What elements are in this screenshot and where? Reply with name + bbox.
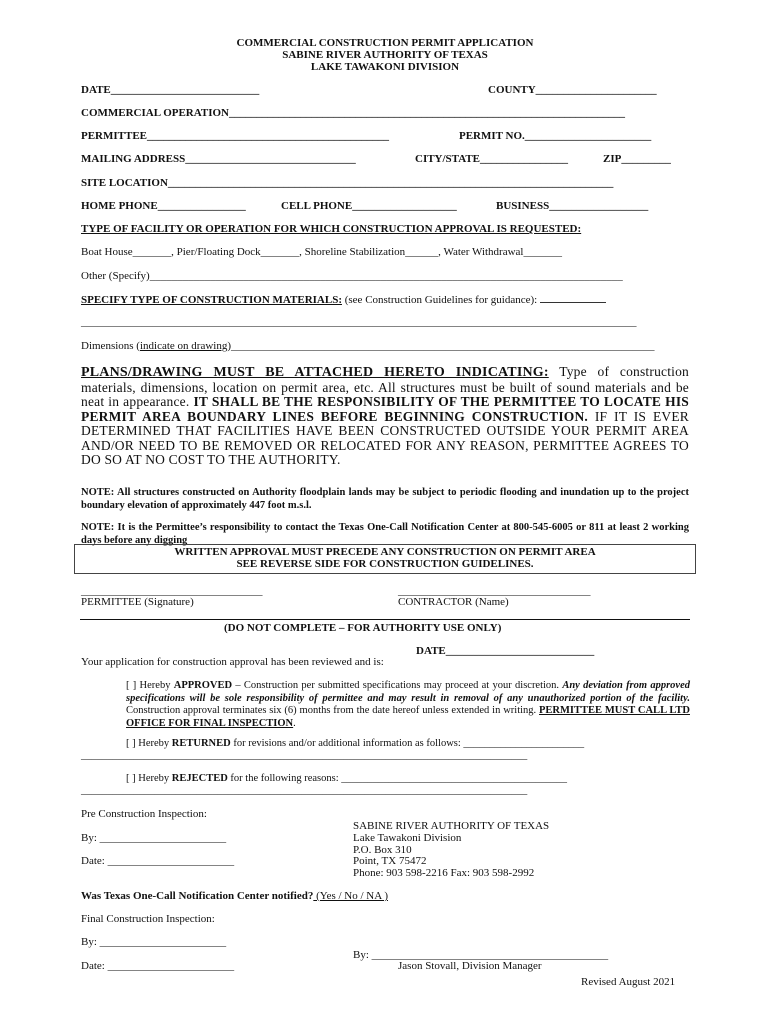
plans-heading: PLANS/DRAWING MUST BE ATTACHED HERETO INDICATING: (81, 365, 549, 380)
cell-phone-field[interactable]: CELL PHONE___________________ (281, 200, 457, 212)
approved-end: . (293, 717, 296, 729)
address-org: SABINE RIVER AUTHORITY OF TEXAS (353, 820, 550, 832)
returned-reasons-field[interactable]: for revisions and/or additional information as follows: _______________________ (230, 738, 585, 749)
note-floodplain: NOTE: All structures constructed on Authority floodplain lands may be subject to periodic flooding and inundation up to the project boundary elevation of approximately 447 foot m.s.l. (81, 487, 689, 511)
contractor-name-label: CONTRACTOR (Name) (398, 596, 509, 608)
approved-text: – Construction per submitted specifications may proceed at your discretion. (232, 680, 563, 691)
contractor-name-line[interactable]: ___________________________________ (398, 585, 591, 597)
rejected-option[interactable] (126, 773, 567, 784)
city-state-field[interactable]: CITY/STATE________________ (415, 153, 569, 165)
approved-option[interactable] (126, 680, 690, 730)
county-field[interactable]: COUNTY______________________ (488, 84, 657, 96)
authority-use-heading: (DO NOT COMPLETE – FOR AUTHORITY USE ONLY) (224, 622, 502, 634)
permittee-signature-label: PERMITTEE (Signature) (81, 596, 194, 608)
rejected-blank-line[interactable]: _____________________________________________________________________________________ (81, 785, 528, 796)
returned-option[interactable] (126, 738, 584, 749)
commercial-operation-field[interactable]: COMMERCIAL OPERATION________________________________________________________________________ (81, 107, 625, 119)
pre-inspection-label: Pre Construction Inspection: (81, 808, 207, 820)
permit-no-field[interactable]: PERMIT NO._______________________ (459, 130, 652, 142)
site-location-field[interactable]: SITE LOCATION_________________________________________________________________________________ (81, 177, 614, 189)
date-field[interactable]: DATE___________________________ (81, 84, 260, 96)
approval-notice-line1: WRITTEN APPROVAL MUST PRECEDE ANY CONSTRUCTION ON PERMIT AREA (174, 546, 596, 558)
approved-deviation-warning: Any deviation from approved specifications will be sole responsibility of permittee and may result in removal of any unauthorized portion of the facility. (126, 680, 690, 704)
one-call-answer-options[interactable]: (Yes / No / NA ) (313, 890, 388, 902)
mailing-address-field[interactable]: MAILING ADDRESS_______________________________ (81, 153, 356, 165)
review-statement: Your application for construction approval has been reviewed and is: (81, 656, 384, 668)
materials-heading: SPECIFY TYPE OF CONSTRUCTION MATERIALS: (81, 294, 342, 306)
note-one-call: NOTE: It is the Permittee’s responsibility to contact the Texas One-Call Notification Center at 800-545-6005 or 811 at least 2 working days before any digging (81, 522, 689, 546)
section-divider (80, 619, 690, 620)
address-po-box: P.O. Box 310 (353, 844, 412, 856)
one-call-question-text: Was Texas One-Call Notification Center notified? (81, 890, 314, 902)
home-phone-field[interactable]: HOME PHONE________________ (81, 200, 246, 212)
plans-paragraph (81, 365, 689, 468)
manager-signature-line[interactable]: By: ___________________________________________ (353, 949, 609, 961)
approved-expiry-text: Construction approval terminates six (6) months from the date hereof unless extended in writing. (126, 705, 540, 716)
permittee-signature-line[interactable]: _________________________________ (81, 585, 263, 597)
plans-responsibility: IT SHALL BE THE RESPONSIBILITY OF THE PERMITTEE TO LOCATE HIS PERMIT AREA BOUNDARY LINES BEFORE BEGINNING CONSTRUCTION. (81, 394, 689, 424)
rejected-reasons-field[interactable]: for the following reasons: ___________________________________________ (227, 773, 567, 784)
approval-notice-line2: SEE REVERSE SIDE FOR CONSTRUCTION GUIDELINES. (236, 558, 534, 570)
pre-inspection-date-field[interactable]: Date: _______________________ (81, 855, 235, 867)
zip-field[interactable]: ZIP_________ (603, 153, 671, 165)
plans-relocation-text: IF IT IS EVER DETERMINED THAT FACILITIES HAVE BEEN CONSTRUCTED OUTSIDE YOUR PERMIT AREA AND/OR NEED TO BE REMOVED OR RELOCATED FOR ANY REASON, PERMITTEE AGREES TO DO SO AT NO COST TO THE AUTHORITY. (81, 408, 689, 467)
returned-word: RETURNED (171, 738, 231, 749)
materials-row (81, 293, 606, 306)
one-call-question[interactable] (81, 890, 388, 902)
dimensions-hint: indicate on drawing (139, 340, 228, 352)
business-phone-field[interactable]: BUSINESS__________________ (496, 200, 649, 212)
facility-options-line[interactable]: Boat House_______, Pier/Floating Dock_______, Shoreline Stabilization______, Water Withdrawal_______ (81, 246, 562, 258)
dimensions-blank[interactable]: )_____________________________________________________________________________ (227, 340, 655, 352)
authority-date-field[interactable]: DATE___________________________ (416, 645, 595, 657)
materials-blank[interactable] (540, 293, 606, 303)
final-inspection-date-field[interactable]: Date: _______________________ (81, 960, 235, 972)
revision-date: Revised August 2021 (581, 976, 676, 988)
manager-name: Jason Stovall, Division Manager (398, 960, 542, 972)
address-phone: Phone: 903 598-2216 Fax: 903 598-2992 (353, 867, 535, 879)
rejected-word: REJECTED (171, 773, 228, 784)
materials-guidance: (see Construction Guidelines for guidance): (344, 294, 538, 306)
form-title: COMMERCIAL CONSTRUCTION PERMIT APPLICATION (236, 37, 534, 49)
returned-checkbox[interactable]: [ ] Hereby (126, 738, 172, 749)
facility-type-heading: TYPE OF FACILITY OR OPERATION FOR WHICH CONSTRUCTION APPROVAL IS REQUESTED: (81, 223, 582, 235)
pre-inspection-by-field[interactable]: By: _______________________ (81, 832, 227, 844)
materials-blank-line[interactable]: _____________________________________________________________________________________________________ (81, 316, 637, 328)
address-division: Lake Tawakoni Division (353, 832, 462, 844)
returned-blank-line[interactable]: _____________________________________________________________________________________ (81, 750, 528, 761)
facility-other-field[interactable]: Other (Specify)______________________________________________________________________________________ (81, 270, 623, 282)
approved-checkbox[interactable]: [ ] Hereby (126, 680, 174, 691)
plans-text: Type of construction materials, dimensions, location on permit area, etc. All structures must be built of sound materials and be neat in appearance. (81, 364, 690, 409)
dimensions-row[interactable] (81, 340, 655, 352)
address-city: Point, TX 75472 (353, 855, 427, 867)
approved-word: APPROVED (173, 680, 233, 691)
permittee-field[interactable]: PERMITTEE____________________________________________ (81, 130, 390, 142)
division-name: LAKE TAWAKONI DIVISION (310, 61, 460, 73)
final-inspection-label: Final Construction Inspection: (81, 913, 215, 925)
final-inspection-by-field[interactable]: By: _______________________ (81, 936, 227, 948)
rejected-checkbox[interactable]: [ ] Hereby (126, 773, 172, 784)
agency-name: SABINE RIVER AUTHORITY OF TEXAS (282, 49, 488, 61)
final-inspection-notice: PERMITTEE MUST CALL LTD OFFICE FOR FINAL INSPECTION (126, 705, 690, 729)
dimensions-label: Dimensions ( (81, 340, 140, 352)
